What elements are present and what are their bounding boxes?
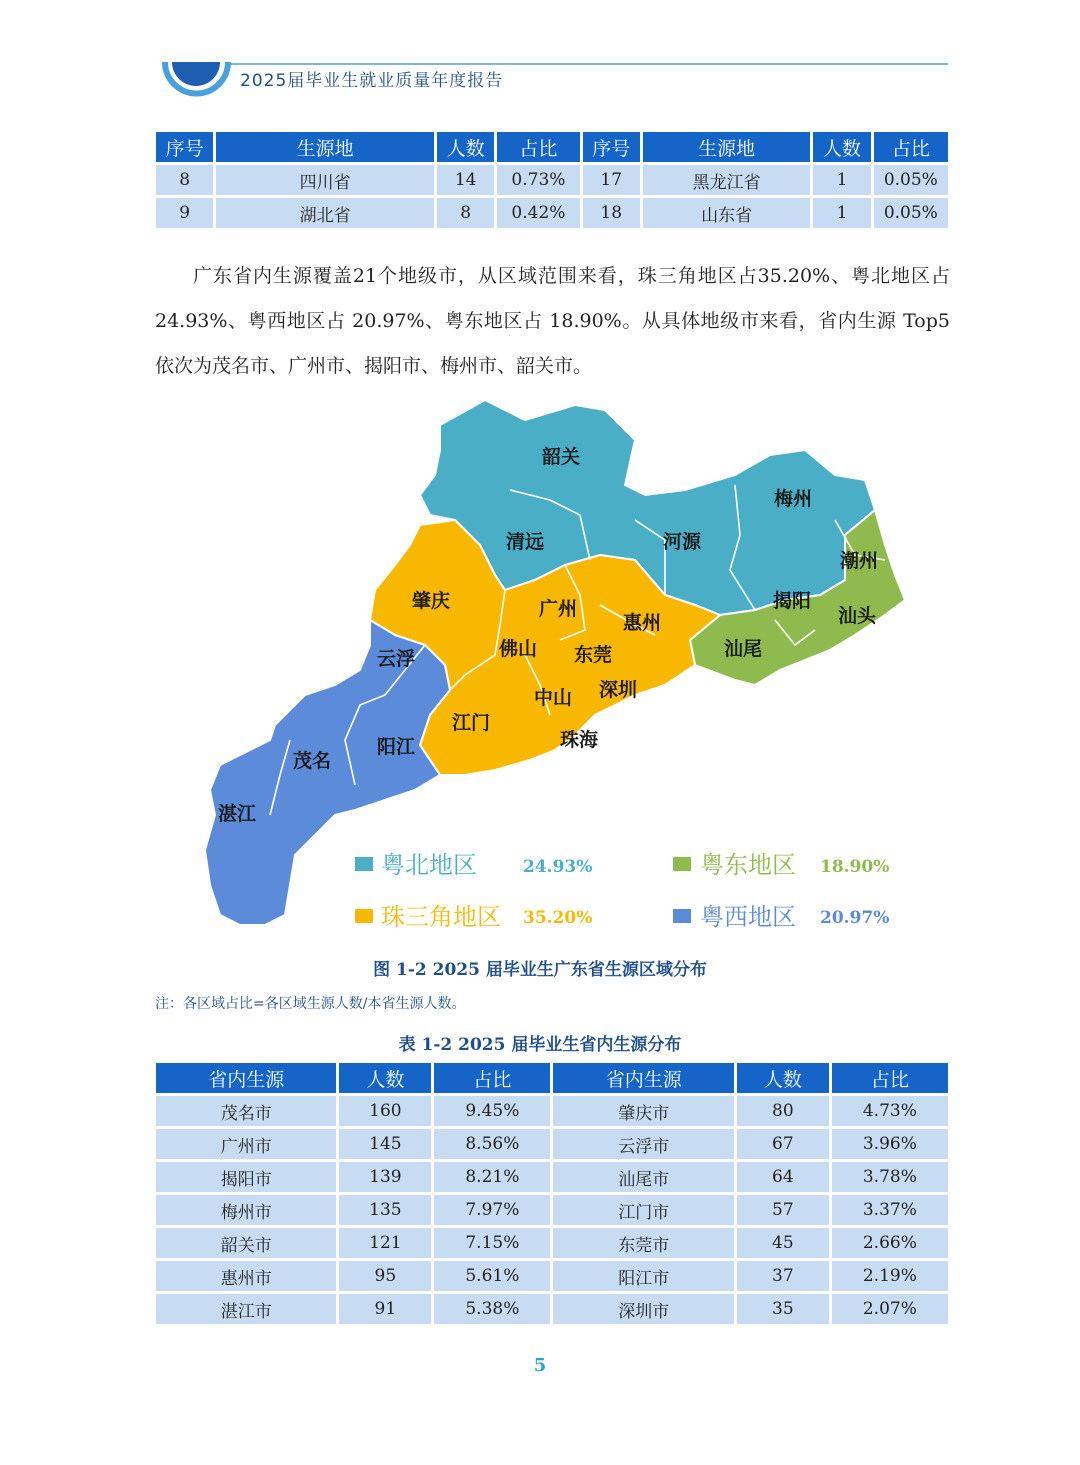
table-cell: 139 xyxy=(339,1162,431,1192)
table-cell: 广州市 xyxy=(156,1129,336,1159)
table-cell: 0.42% xyxy=(497,198,579,228)
table-cell: 18 xyxy=(583,198,640,228)
header-title: 2025届毕业生就业质量年度报告 xyxy=(240,71,504,91)
city-label: 湛江 xyxy=(217,803,257,825)
table-cell: 0.05% xyxy=(874,198,948,228)
table-cell: 阳江市 xyxy=(553,1261,733,1291)
table-cell: 江门市 xyxy=(553,1195,733,1225)
col-header: 生源地 xyxy=(643,132,811,162)
table-cell: 揭阳市 xyxy=(156,1162,336,1192)
table-cell: 梅州市 xyxy=(156,1195,336,1225)
table-row xyxy=(156,165,948,195)
city-label: 东莞 xyxy=(573,644,613,666)
table-cell: 64 xyxy=(737,1162,829,1192)
table-row xyxy=(156,1294,948,1324)
table-cell: 17 xyxy=(583,165,640,195)
table-cell: 35 xyxy=(737,1294,829,1324)
city-label: 佛山 xyxy=(498,638,538,660)
col-header: 生源地 xyxy=(216,132,434,162)
header-logo-icon xyxy=(0,0,1080,110)
table-cell: 57 xyxy=(737,1195,829,1225)
table-row xyxy=(156,198,948,228)
legend-swatch-north xyxy=(355,857,373,871)
table-cell: 8.21% xyxy=(434,1162,550,1192)
table-cell: 0.73% xyxy=(497,165,579,195)
guangdong-region-map xyxy=(195,395,915,935)
table-row xyxy=(156,1162,948,1192)
legend-label: 粤东地区 xyxy=(700,851,796,879)
table-row xyxy=(156,1261,948,1291)
table-cell: 135 xyxy=(339,1195,431,1225)
col-header: 占比 xyxy=(434,1063,550,1093)
table-cell: 山东省 xyxy=(643,198,811,228)
table-cell: 37 xyxy=(737,1261,829,1291)
col-header: 序号 xyxy=(156,132,213,162)
table-row xyxy=(156,1195,948,1225)
table-cell: 45 xyxy=(737,1228,829,1258)
table-row xyxy=(156,1096,948,1126)
table-cell: 茂名市 xyxy=(156,1096,336,1126)
city-label: 云浮 xyxy=(376,648,416,670)
table-cell: 云浮市 xyxy=(553,1129,733,1159)
table-cell: 湛江市 xyxy=(156,1294,336,1324)
col-header: 人数 xyxy=(437,132,494,162)
city-label: 茂名 xyxy=(292,750,332,772)
col-header: 序号 xyxy=(583,132,640,162)
table-cell: 3.37% xyxy=(832,1195,948,1225)
table-cell: 8 xyxy=(156,165,213,195)
city-label: 清远 xyxy=(505,531,545,553)
in-province-source-table xyxy=(153,1060,951,1327)
col-header: 占比 xyxy=(497,132,579,162)
table-cell: 8 xyxy=(437,198,494,228)
table-cell: 9.45% xyxy=(434,1096,550,1126)
table-cell: 四川省 xyxy=(216,165,434,195)
figure-caption: 图 1-2 2025 届毕业生广东省生源区域分布 xyxy=(373,960,707,980)
legend-label: 珠三角地区 xyxy=(381,903,501,931)
city-label: 汕尾 xyxy=(723,638,763,660)
table-cell: 汕尾市 xyxy=(553,1162,733,1192)
province-source-table-continued xyxy=(153,129,951,231)
table-cell: 160 xyxy=(339,1096,431,1126)
table-caption: 表 1-2 2025 届毕业生省内生源分布 xyxy=(398,1035,682,1055)
page-number: 5 xyxy=(533,1355,547,1376)
city-label: 广州 xyxy=(538,598,578,620)
table-cell: 东莞市 xyxy=(553,1228,733,1258)
legend-label: 粤西地区 xyxy=(700,903,796,931)
table-cell: 0.05% xyxy=(874,165,948,195)
city-label: 河源 xyxy=(662,531,702,553)
city-label: 肇庆 xyxy=(411,590,451,612)
table-cell: 黑龙江省 xyxy=(643,165,811,195)
table-cell: 2.07% xyxy=(832,1294,948,1324)
table-cell: 韶关市 xyxy=(156,1228,336,1258)
table-cell: 2.19% xyxy=(832,1261,948,1291)
table-cell: 14 xyxy=(437,165,494,195)
table-cell: 3.96% xyxy=(832,1129,948,1159)
table-cell: 惠州市 xyxy=(156,1261,336,1291)
table-cell: 67 xyxy=(737,1129,829,1159)
legend-value: 18.90% xyxy=(820,857,890,877)
table-cell: 95 xyxy=(339,1261,431,1291)
legend-swatch-east xyxy=(673,857,691,871)
city-label: 中山 xyxy=(533,687,573,709)
col-header: 省内生源 xyxy=(553,1063,733,1093)
table-cell: 7.15% xyxy=(434,1228,550,1258)
table-cell: 5.38% xyxy=(434,1294,550,1324)
table-cell: 80 xyxy=(737,1096,829,1126)
city-label: 汕头 xyxy=(837,605,877,627)
city-label: 深圳 xyxy=(598,679,638,701)
legend-label: 粤北地区 xyxy=(381,851,477,879)
city-label: 阳江 xyxy=(376,736,416,758)
city-label: 珠海 xyxy=(559,729,599,751)
city-label: 惠州 xyxy=(622,612,662,634)
legend-value: 24.93% xyxy=(523,857,593,877)
table-cell: 8.56% xyxy=(434,1129,550,1159)
table-cell: 121 xyxy=(339,1228,431,1258)
col-header: 占比 xyxy=(832,1063,948,1093)
city-label: 江门 xyxy=(451,712,491,734)
table-cell: 湖北省 xyxy=(216,198,434,228)
table-row xyxy=(156,1129,948,1159)
table-cell: 深圳市 xyxy=(553,1294,733,1324)
table-cell: 5.61% xyxy=(434,1261,550,1291)
city-label: 揭阳 xyxy=(772,590,812,612)
legend-value: 35.20% xyxy=(523,908,593,928)
table-cell: 7.97% xyxy=(434,1195,550,1225)
table-cell: 4.73% xyxy=(832,1096,948,1126)
body-paragraph: 广东省内生源覆盖21个地级市，从区域范围来看，珠三角地区占35.20%、粤北地区占 24.93%、粤西地区占 20.97%、粤东地区占 18.90%。从具体地级市来看，省内生源 Top5 依次为茂名市、广州市、揭阳市、梅州市、韶关市。 xyxy=(155,265,950,377)
table-cell: 3.78% xyxy=(832,1162,948,1192)
table-row xyxy=(156,1228,948,1258)
table-cell: 1 xyxy=(813,165,870,195)
city-label: 韶关 xyxy=(541,446,581,468)
col-header: 占比 xyxy=(874,132,948,162)
table-cell: 2.66% xyxy=(832,1228,948,1258)
city-label: 潮州 xyxy=(839,550,879,572)
col-header: 人数 xyxy=(813,132,870,162)
col-header: 人数 xyxy=(737,1063,829,1093)
figure-note: 注：各区域占比=各区域生源人数/本省生源人数。 xyxy=(155,996,466,1012)
map-legend xyxy=(355,851,889,931)
col-header: 省内生源 xyxy=(156,1063,336,1093)
table-cell: 1 xyxy=(813,198,870,228)
legend-value: 20.97% xyxy=(820,908,890,928)
col-header: 人数 xyxy=(339,1063,431,1093)
legend-swatch-prd xyxy=(355,909,373,923)
table-cell: 145 xyxy=(339,1129,431,1159)
table-cell: 9 xyxy=(156,198,213,228)
table-cell: 肇庆市 xyxy=(553,1096,733,1126)
table-cell: 91 xyxy=(339,1294,431,1324)
page-header xyxy=(0,0,1080,110)
legend-swatch-west xyxy=(673,909,691,923)
city-label: 梅州 xyxy=(773,488,813,510)
